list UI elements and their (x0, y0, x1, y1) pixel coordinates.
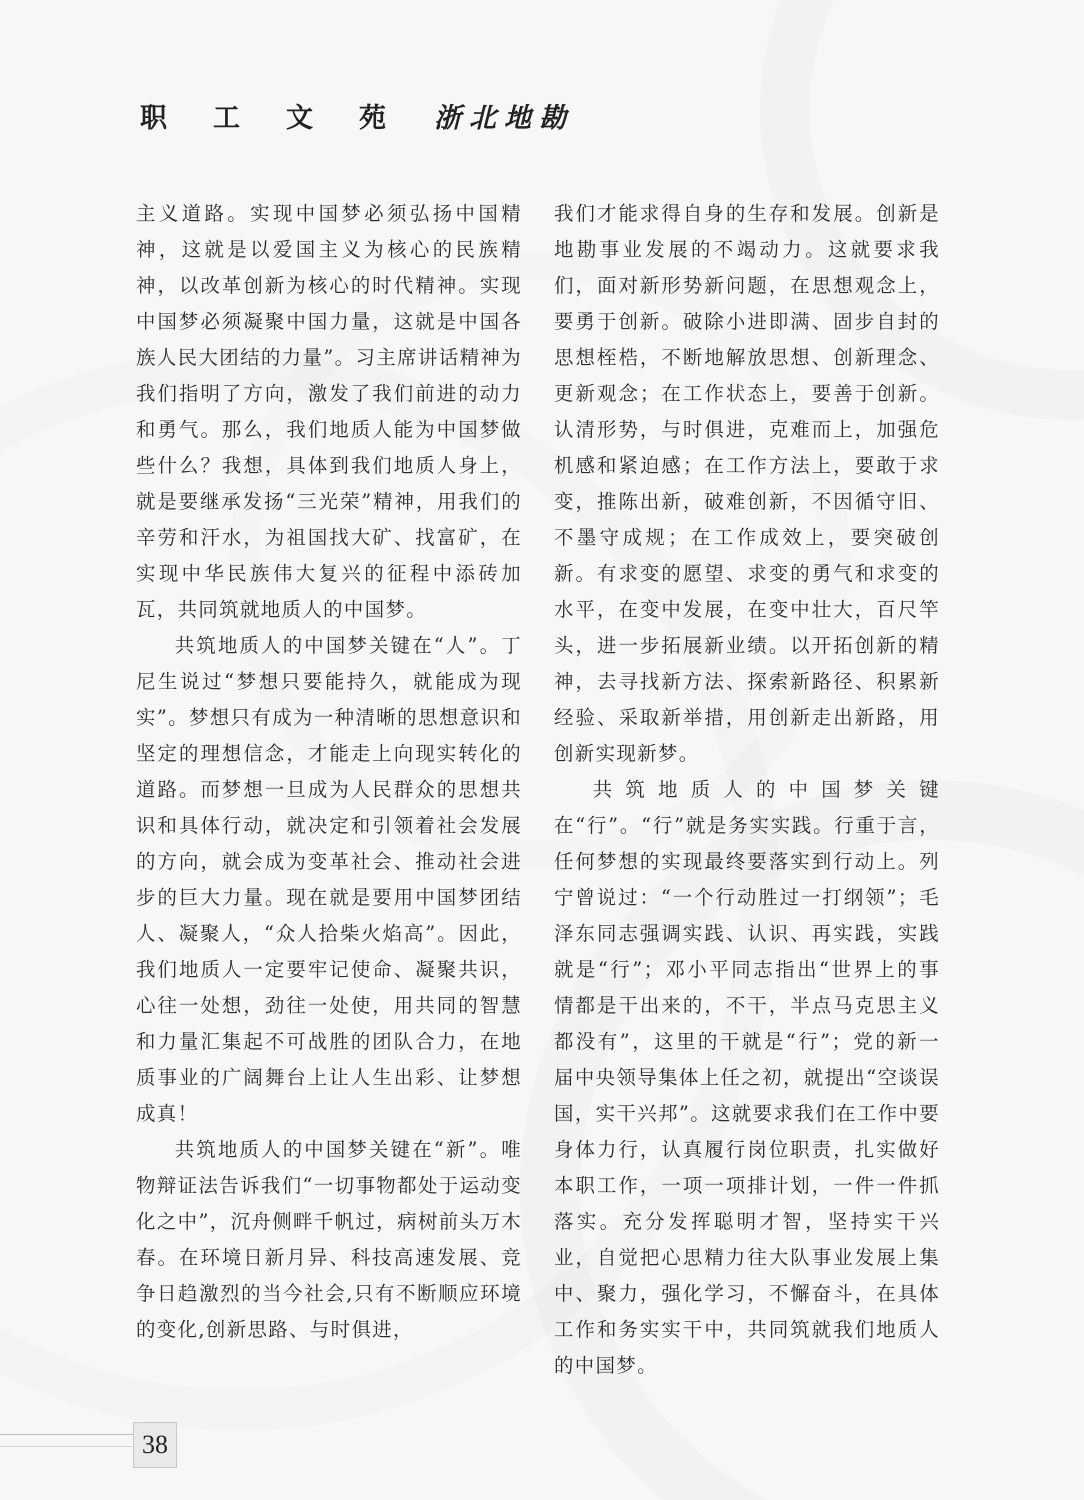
footer-rule (0, 1446, 136, 1447)
column-name: 职工文苑 (140, 103, 432, 134)
left-column (136, 196, 522, 1396)
paragraph: 共筑地质人的中国梦关键在“行”。“行”就是务实实践。行重于言，任何梦想的实现最终要落实到行动上。列宁曾说过：“一个行动胜过一打纲领”；毛泽东同志强调实践、认识、再实践，实践就是“行”；邓小平同志指出“世界上的事情都是干出来的，不干，半点马克思主义都没有”，这里的干就是“行”；党的新一届中央领导集体上任之初，就提出“空谈误国，实干兴邦”。这就要求我们在工作中要身体力行，认真履行岗位职责，扎实做好本职工作，一项一项排计划，一件一件抓落实。充分发挥聪明才智，坚持实干兴业，自觉把心思精力往大队事业发展上集中、聚力，强化学习，不懈奋斗，在具体工作和务实实干中，共同筑就我们地质人的中国梦。 (554, 778, 940, 1377)
brand-title: 浙北地勘 (434, 103, 574, 134)
footer-rule (0, 1434, 136, 1435)
right-column (554, 196, 940, 1396)
paragraph: 共筑地质人的中国梦关键在“人”。丁尼生说过“梦想只要能持久，就能成为现实”。梦想只有成为一种清晰的思想意识和坚定的理想信念，才能走上向现实转化的道路。而梦想一旦成为人民群众的思想共识和具体行动，就决定和引领着社会发展的方向，就会成为变革社会、推动社会进步的巨大力量。现在就是要用中国梦团结人、凝聚人，“众人拾柴火焰高”。因此，我们地质人一定要牢记使命、凝聚共识，心往一处想，劲往一处使，用共同的智慧和力量汇集起不可战胜的团队合力，在地质事业的广阔舞台上让人生出彩、让梦想成真！ (136, 634, 522, 1125)
paragraph: 共筑地质人的中国梦关键在“新”。唯物辩证法告诉我们“一切事物都处于运动变化之中”，沉舟侧畔千帆过，病树前头万木春。在环境日新月异、科技高速发展、竞争日趋激烈的当今社会,只有不断顺应环境的变化,创新思路、与时俱进， (136, 1138, 522, 1341)
paragraph: 我们才能求得自身的生存和发展。创新是地勘事业发展的不竭动力。这就要求我们，面对新形势新问题，在思想观念上，要勇于创新。破除小进即满、固步自封的思想桎梏，不断地解放思想、创新理念、更新观念；在工作状态上，要善于创新。认清形势，与时俱进，克难而上，加强危机感和紧迫感；在工作方法上，要敢于求变，推陈出新，破难创新，不因循守旧、不墨守成规；在工作成效上，要突破创新。有求变的愿望、求变的勇气和求变的水平，在变中发展，在变中壮大，百尺竿头，进一步拓展新业绩。以开拓创新的精神，去寻找新方法、探索新路径、积累新经验、采取新举措，用创新走出新路，用创新实现新梦。 (554, 202, 940, 765)
page-header (140, 96, 574, 135)
article-body (136, 196, 940, 1396)
page-number-box (133, 1422, 177, 1468)
page-number: 38 (142, 1430, 168, 1459)
paragraph: 主义道路。实现中国梦必须弘扬中国精神，这就是以爱国主义为核心的民族精神，以改革创新为核心的时代精神。实现中国梦必须凝聚中国力量，这就是中国各族人民大团结的力量”。习主席讲话精神为我们指明了方向，激发了我们前进的动力和勇气。那么，我们地质人能为中国梦做些什么？我想，具体到我们地质人身上，就是要继承发扬“三光荣”精神，用我们的辛劳和汗水，为祖国找大矿、找富矿，在实现中华民族伟大复兴的征程中添砖加瓦，共同筑就地质人的中国梦。 (136, 202, 522, 621)
